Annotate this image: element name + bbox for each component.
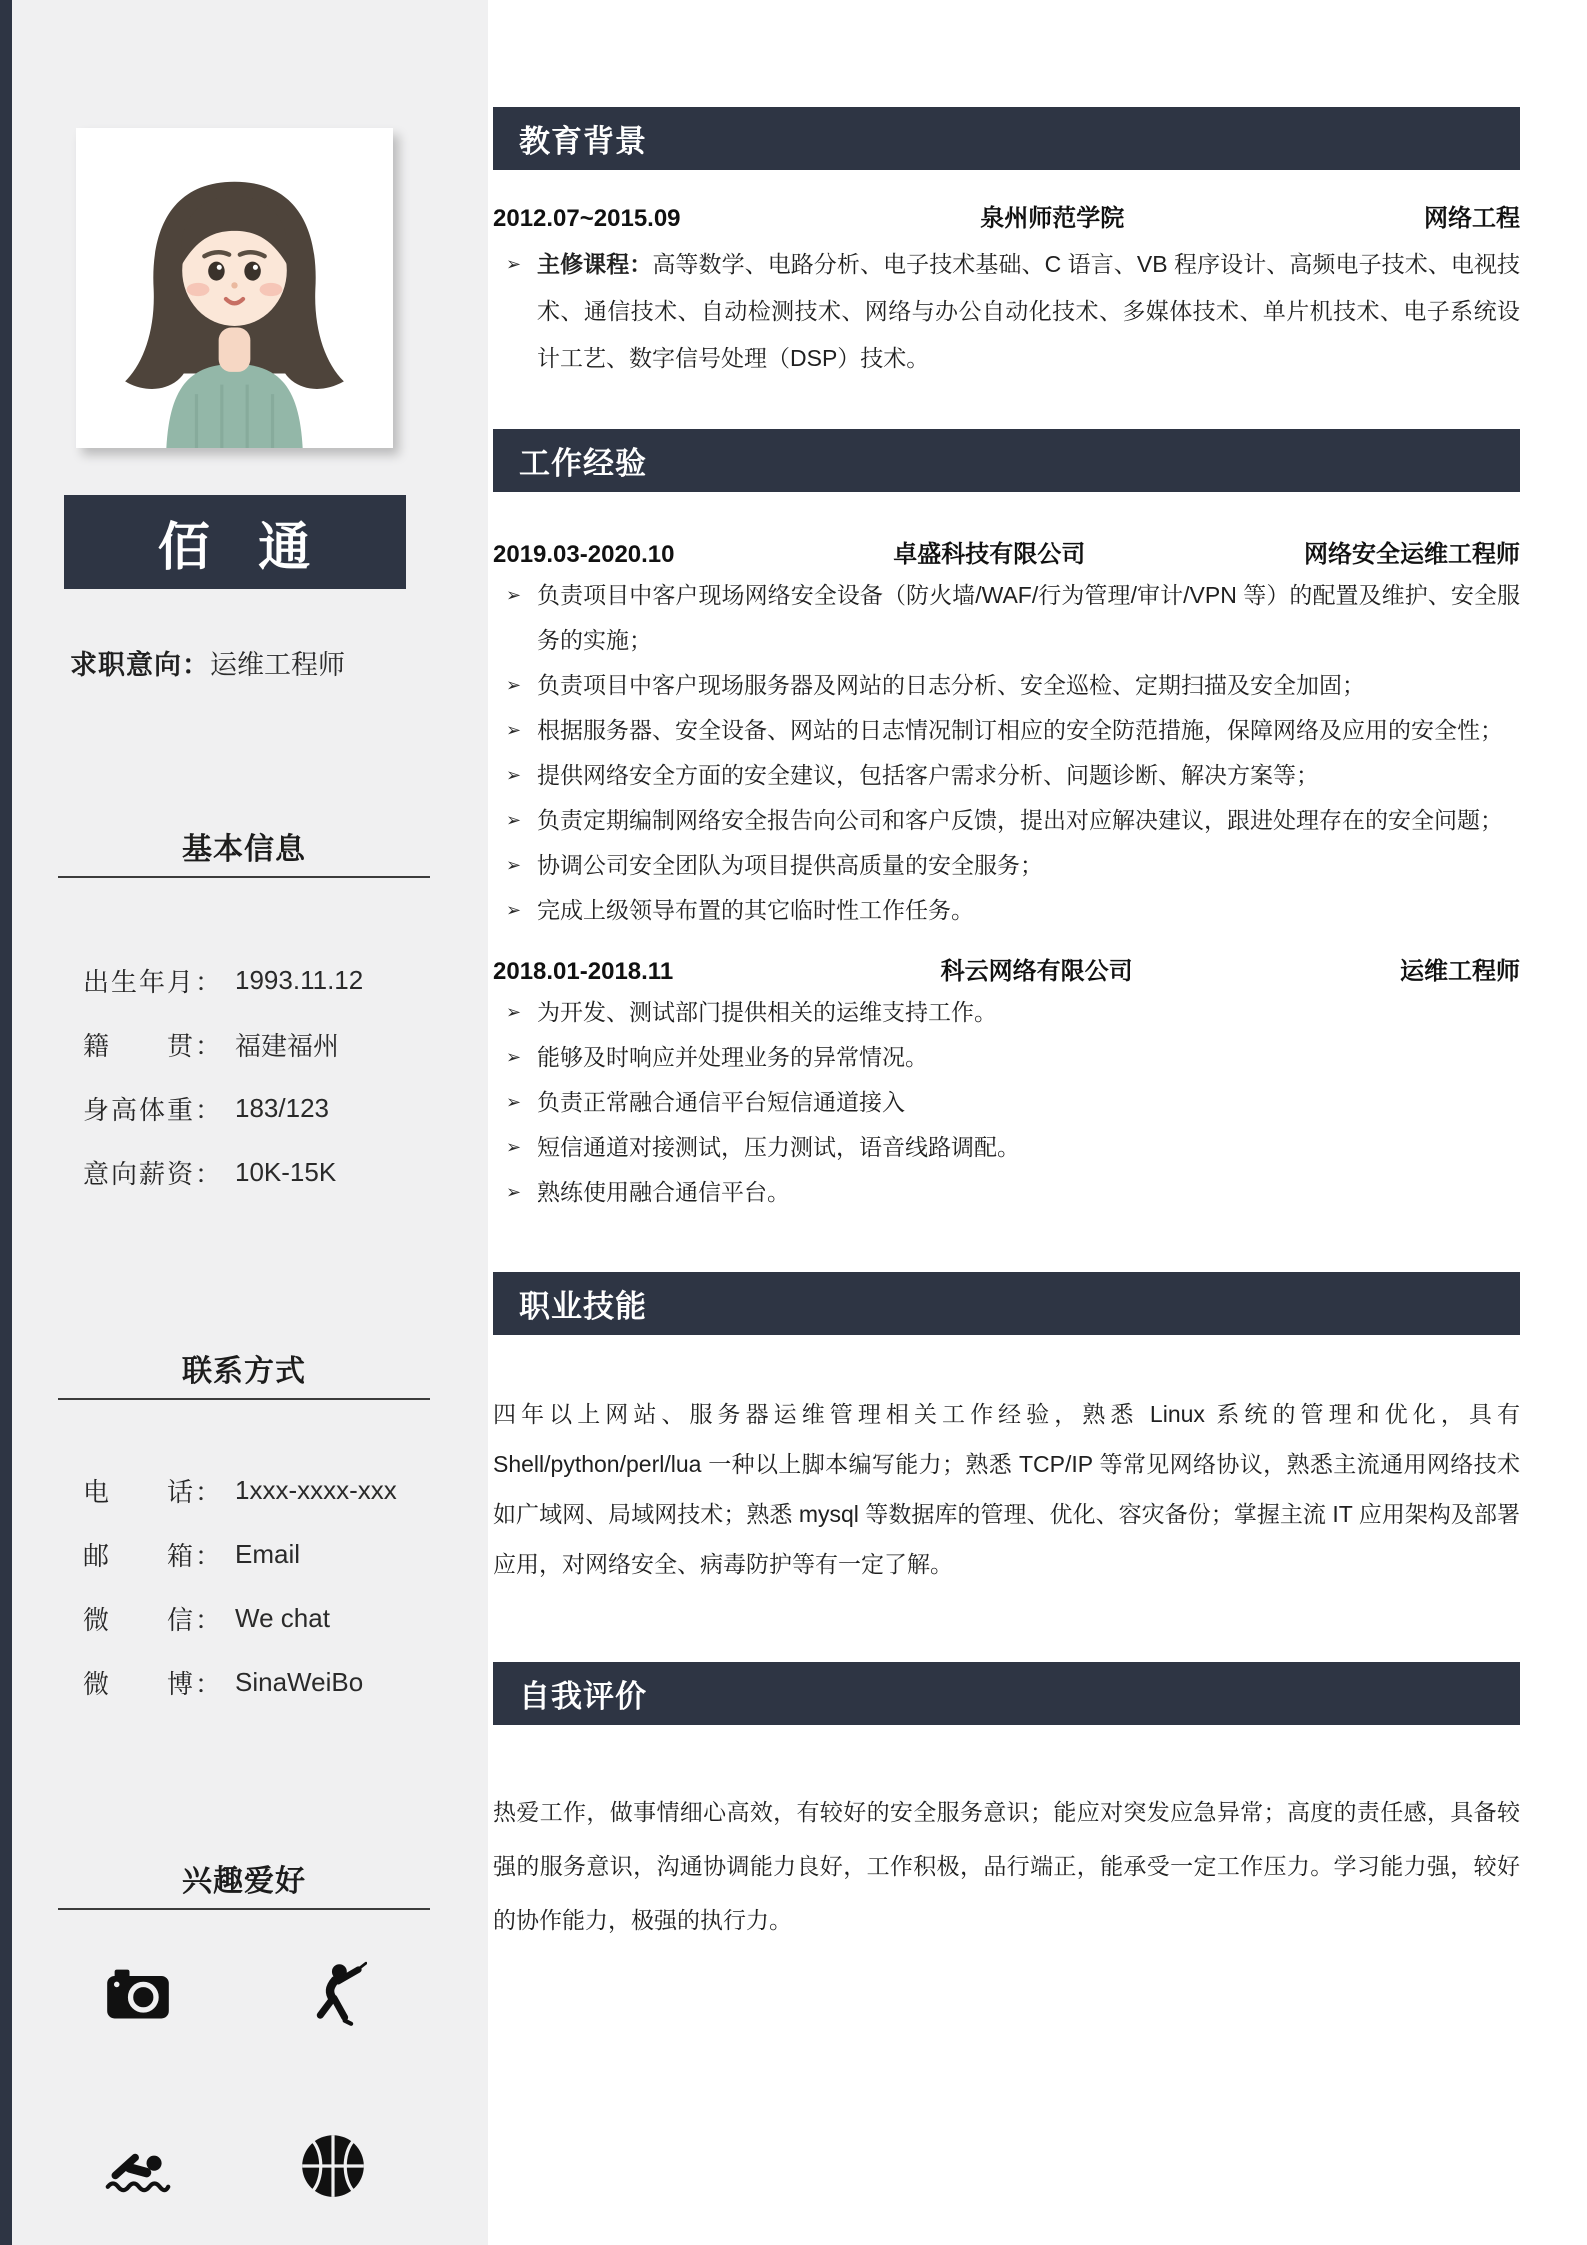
bullet-text: 提供网络安全方面的安全建议，包括客户需求分析、问题诊断、解决方案等； — [537, 762, 1319, 788]
job-objective — [70, 643, 488, 682]
hobby-grid — [0, 1958, 488, 2202]
course-bullet — [493, 241, 1520, 382]
skills-text: 四年以上网站、服务器运维管理相关工作经验，熟悉 Linux 系统的管理和优化，具有 Shell/python/perl/lua 一种以上脚本编写能力；熟悉 TCP/IP 等常见网络协议，熟悉主流通用网络技术如广域网、局域网技术；熟悉 mysql 等数据库的管理、优化、容灾备份；掌握主流 IT 应用架构及部署应用，对网络安全、病毒防护等有一定了解。 — [493, 1401, 1520, 1577]
job2-role: 运维工程师 — [1400, 958, 1520, 985]
bullet-text: 负责项目中客户现场服务器及网站的日志分析、安全巡检、定期扫描及安全加固； — [537, 672, 1365, 698]
job2-company: 科云网络有限公司 — [940, 958, 1133, 985]
job1-company: 卓盛科技有限公司 — [893, 541, 1086, 568]
bullet-arrow-icon: ➢ — [506, 1047, 522, 1067]
hobbies-heading: 兴趣爱好 — [182, 1865, 306, 1898]
info-label: 籍贯 — [83, 1030, 193, 1061]
basic-info-list — [83, 948, 488, 1204]
experience-section-bar — [493, 429, 1520, 492]
contact-value: Email — [235, 1538, 301, 1569]
candidate-name: 佰 通 — [64, 495, 406, 589]
education-major: 网络工程 — [1424, 205, 1520, 232]
job1-role: 网络安全运维工程师 — [1304, 541, 1520, 568]
bullet-arrow-icon: ➢ — [506, 765, 522, 785]
contact-label: 微博 — [83, 1668, 193, 1699]
job1-bullets — [493, 573, 1520, 933]
bullet-arrow-icon: ➢ — [506, 810, 522, 830]
bullet-arrow-icon: ➢ — [506, 254, 522, 274]
bullet-arrow-icon: ➢ — [506, 1002, 522, 1022]
evaluation-text: 热爱工作，做事情细心高效，有较好的安全服务意识；能应对突发应急异常；高度的责任感，具备较强的服务意识，沟通协调能力良好，工作积极，品行端正，能承受一定工作压力。学习能力强，较好的协作能力，极强的执行力。 — [493, 1799, 1520, 1933]
contact-label: 邮箱 — [83, 1540, 193, 1571]
bullet-arrow-icon: ➢ — [506, 675, 522, 695]
info-value: 1993.11.12 — [235, 964, 364, 995]
bullet-arrow-icon: ➢ — [506, 720, 522, 740]
contact-rule — [58, 1398, 430, 1400]
contact-value: We chat — [235, 1602, 330, 1633]
job-bullet — [493, 663, 1520, 708]
left-accent-strip — [0, 0, 12, 2245]
job2-period: 2018.01-2018.11 — [493, 958, 674, 985]
contact-list — [83, 1458, 488, 1714]
job-bullet — [493, 990, 1520, 1035]
info-value: 183/123 — [235, 1092, 329, 1123]
evaluation-section-bar — [493, 1662, 1520, 1725]
bullet-text: 短信通道对接测试，压力测试，语音线路调配。 — [537, 1134, 1020, 1160]
job-bullet — [493, 888, 1520, 933]
evaluation-title: 自我评价 — [519, 1679, 647, 1714]
job-bullet — [493, 798, 1520, 843]
bullet-arrow-icon: ➢ — [506, 855, 522, 875]
bullet-text: 能够及时响应并处理业务的异常情况。 — [537, 1044, 928, 1070]
basketball-icon — [297, 2130, 369, 2202]
experience-title: 工作经验 — [519, 446, 647, 481]
bullet-arrow-icon: ➢ — [506, 1182, 522, 1202]
bullet-text: 为开发、测试部门提供相关的运维支持工作。 — [537, 999, 997, 1025]
swim-icon — [102, 2130, 174, 2202]
bullet-text: 负责项目中客户现场网络安全设备（防火墙/WAF/行为管理/审计/VPN 等）的配置及维护、安全服务的实施； — [537, 582, 1520, 653]
contact-value: SinaWeiBo — [235, 1666, 364, 1697]
skills-title: 职业技能 — [519, 1289, 647, 1324]
info-value: 10K-15K — [235, 1156, 337, 1187]
bullet-text: 负责正常融合通信平台短信通道接入 — [537, 1089, 905, 1115]
sidebar — [0, 0, 488, 2245]
education-period: 2012.07~2015.09 — [493, 205, 681, 232]
contact-value: 1xxx-xxxx-xxx — [235, 1474, 397, 1505]
job-bullet — [493, 1170, 1520, 1215]
contact-label: 微信 — [83, 1604, 193, 1635]
skills-section-bar — [493, 1272, 1520, 1335]
info-row: 出生年月 ： 1993.11.12 — [83, 948, 488, 1012]
camera-icon — [102, 1958, 174, 2030]
info-value: 福建福州 — [235, 1030, 340, 1061]
course-text: 主修课程：高等数学、电路分析、电子技术基础、C 语言、VB 程序设计、高频电子技术、电视技术、通信技术、自动检测技术、网络与办公自动化技术、多媒体技术、单片机技术、电子系统设计工艺、数字信号处理（DSP）技术。 — [537, 251, 1520, 371]
contact-row: 微信 ： We chat — [83, 1586, 488, 1650]
education-section-bar — [493, 107, 1520, 170]
bullet-text: 负责定期编制网络安全报告向公司和客户反馈，提出对应解决建议，跟进处理存在的安全问题； — [537, 807, 1503, 833]
info-row: 身高体重 ： 183/123 — [83, 1076, 488, 1140]
info-label: 身高体重 — [83, 1094, 193, 1125]
info-label: 出生年月 — [83, 966, 193, 997]
job-objective-label: 求职意向： — [70, 650, 210, 680]
basic-info-rule — [58, 876, 430, 878]
job-bullet — [493, 843, 1520, 888]
bullet-arrow-icon: ➢ — [506, 900, 522, 920]
job2-head-row — [493, 951, 1520, 986]
job-bullet — [493, 1080, 1520, 1125]
education-bullets — [493, 241, 1520, 382]
info-row: 籍贯 ： 福建福州 — [83, 1012, 488, 1076]
hobbies-rule — [58, 1908, 430, 1910]
bullet-text: 完成上级领导布置的其它临时性工作任务。 — [537, 897, 974, 923]
info-row: 意向薪资 ： 10K-15K — [83, 1140, 488, 1204]
bullet-text: 熟练使用融合通信平台。 — [537, 1179, 790, 1205]
bullet-text: 协调公司安全团队为项目提供高质量的安全服务； — [537, 852, 1043, 878]
contact-heading: 联系方式 — [182, 1355, 306, 1388]
bullet-arrow-icon: ➢ — [506, 585, 522, 605]
education-school: 泉州师范学院 — [980, 205, 1125, 232]
job1-head-row — [493, 534, 1520, 569]
job-bullet — [493, 753, 1520, 798]
golf-icon — [297, 1958, 369, 2030]
contact-row: 邮箱 ： Email — [83, 1522, 488, 1586]
bullet-arrow-icon: ➢ — [506, 1137, 522, 1157]
profile-photo — [76, 128, 393, 448]
contact-row: 微博 ： SinaWeiBo — [83, 1650, 488, 1714]
contact-label: 电话 — [83, 1476, 193, 1507]
job-bullet — [493, 1125, 1520, 1170]
avatar-illustration — [76, 128, 393, 448]
job2-bullets — [493, 990, 1520, 1215]
job-objective-value: 运维工程师 — [210, 650, 345, 680]
job-bullet — [493, 708, 1520, 753]
job-bullet — [493, 1035, 1520, 1080]
bullet-arrow-icon: ➢ — [506, 1092, 522, 1112]
job-bullet — [493, 573, 1520, 663]
contact-row: 电话 ： 1xxx-xxxx-xxx — [83, 1458, 488, 1522]
education-head-row — [493, 198, 1520, 233]
job1-period: 2019.03-2020.10 — [493, 541, 675, 568]
main-content — [488, 0, 1587, 2245]
info-label: 意向薪资 — [83, 1158, 193, 1189]
education-title: 教育背景 — [519, 124, 647, 159]
course-label: 主修课程： — [537, 251, 653, 277]
basic-info-heading: 基本信息 — [182, 833, 306, 866]
bullet-text: 根据服务器、安全设备、网站的日志情况制订相应的安全防范措施，保障网络及应用的安全性； — [537, 717, 1503, 743]
